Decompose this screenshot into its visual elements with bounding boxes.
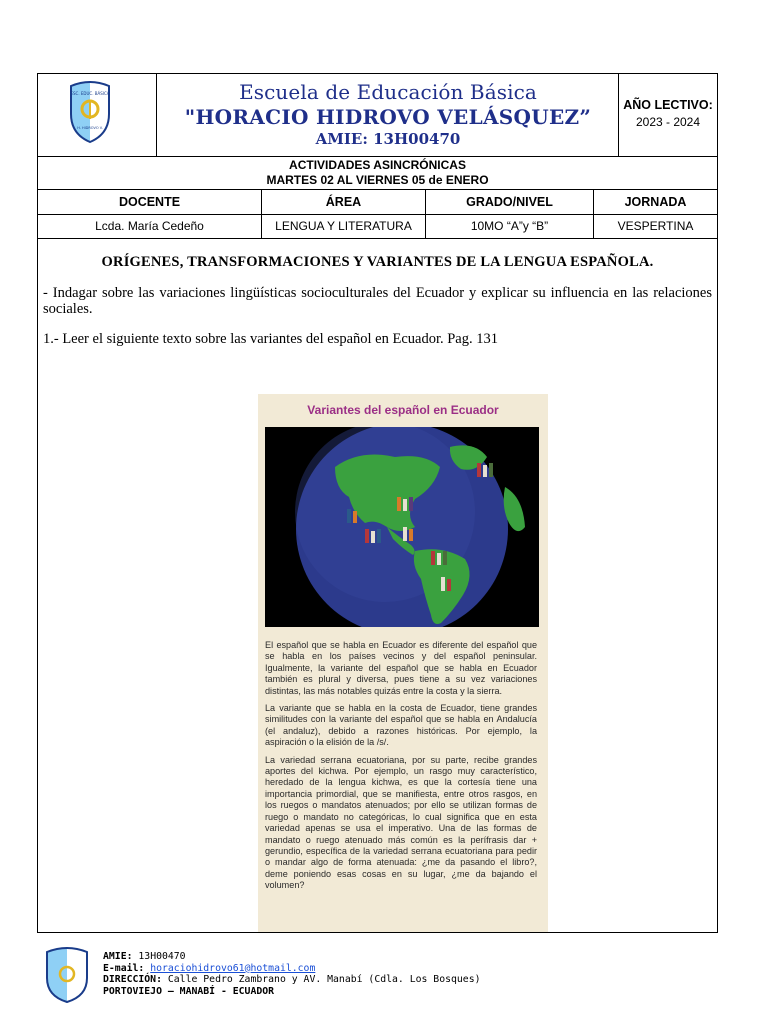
school-logo [38, 74, 156, 156]
footer-address-line [103, 974, 481, 986]
header-area: ÁREA [262, 190, 426, 214]
footer-amie-value: 13H00470 [132, 951, 186, 962]
footer-email-link[interactable]: horaciohidrovo61@hotmail.com [150, 962, 316, 974]
footer-amie-key: AMIE: [103, 951, 133, 962]
textbook-paragraph: El español que se habla en Ecuador es diferente del español que se habla en los países vecinos y del español peninsular. Igualmente, la variante del español que se habla en Ecuador también es plural y diversa, pues tiene a su vez variaciones distintas, las más notables quizás entre la costa y la sierra. [265, 640, 537, 696]
amie-code: AMIE: 13H00470 [315, 130, 461, 148]
footer-address-key: DIRECCIÓN: [103, 974, 162, 985]
footer-school-logo [43, 946, 91, 1004]
header-docente: DOCENTE [38, 190, 262, 214]
document-frame [37, 73, 718, 933]
textbook-paragraph: La variante que se habla en la costa de Ecuador, tiene grandes similitudes con la variante del español que se habla en Andalucía (el andaluz), debido a razones históricas. Por ejemplo, la aspiración o la elisión de la /s/. [265, 703, 537, 748]
content-area [38, 238, 717, 348]
school-year-label: AÑO LECTIVO: [623, 98, 713, 112]
footer-email-line [103, 963, 481, 975]
info-table-header [38, 190, 717, 215]
instruction-text: 1.- Leer el siguiente texto sobre las variantes del español en Ecuador. Pag. 131 [43, 331, 498, 347]
school-title-block [157, 74, 619, 156]
info-table-row [38, 214, 717, 239]
activity-type: ACTIVIDADES ASINCRÓNICAS [289, 158, 466, 172]
school-name: Escuela de Educación Básica [239, 80, 537, 104]
globe-illustration [265, 427, 539, 627]
footer-contact [103, 951, 481, 997]
header-grado: GRADO/NIVEL [426, 190, 594, 214]
school-year-value: 2023 - 2024 [635, 115, 701, 129]
activity-dates: MARTES 02 AL VIERNES 05 de ENERO [266, 173, 489, 187]
school-year-cell [618, 74, 717, 156]
textbook-excerpt [258, 394, 548, 932]
school-logo-cell [38, 74, 157, 156]
textbook-title: Variantes del español en Ecuador [307, 403, 499, 417]
footer-city: PORTOVIEJO – MANABÍ - ECUADOR [103, 985, 275, 997]
value-jornada: VESPERTINA [617, 219, 694, 233]
textbook-paragraph: La variedad serrana ecuatoriana, por su parte, recibe grandes aportes del kichwa. Por ejemplo, un rasgo muy característico, heredado de la lengua kichwa, es que la cortesía tiene una importancia primordial, que se manifiesta, entre otros rasgos, en los ruegos o mandatos atenuados; por ello se utilizan formas de ruego o mandato no categóricas, lo cual significa que en esta variedad apenas se usa el imperativo. Una de las formas de mandato o ruego atenuado más común es la perífrasis dar + gerundio, específica de la variedad serrana ecuatoriana para pedir o mandar algo de forma atenuada: ¿me da pasando el libro?, deme poniendo esas cosas en su lugar, ¿me da bajando el volumen? [265, 754, 537, 891]
value-grado: 10MO “A”y “B” [426, 214, 594, 238]
page-footer [43, 946, 743, 1016]
school-header [38, 74, 717, 157]
topic-title: ORÍGENES, TRANSFORMACIONES Y VARIANTES DE LA LENGUA ESPAÑOLA. [101, 254, 654, 270]
footer-amie-line [103, 951, 481, 963]
footer-address-value: Calle Pedro Zambrano y AV. Manabí (Cdla. Los Bosques) [161, 974, 481, 985]
value-area: LENGUA Y LITERATURA [262, 214, 426, 238]
textbook-body [265, 640, 537, 898]
footer-email-key: E-mail: [103, 962, 145, 974]
objective-text: - Indagar sobre las variaciones lingüísticas socioculturales del Ecuador y explicar su influencia en las relaciones sociales. [43, 285, 712, 317]
svg-text:ESC. EDUC. BÁSICA: ESC. EDUC. BÁSICA [70, 91, 110, 96]
svg-text:H. HIDROVO V.: H. HIDROVO V. [77, 126, 103, 130]
school-subtitle: "HORACIO HIDROVO VELÁSQUEZ” [184, 105, 592, 129]
activity-banner [38, 156, 717, 190]
header-jornada: JORNADA [624, 195, 687, 209]
value-docente: Lcda. María Cedeño [38, 214, 262, 238]
